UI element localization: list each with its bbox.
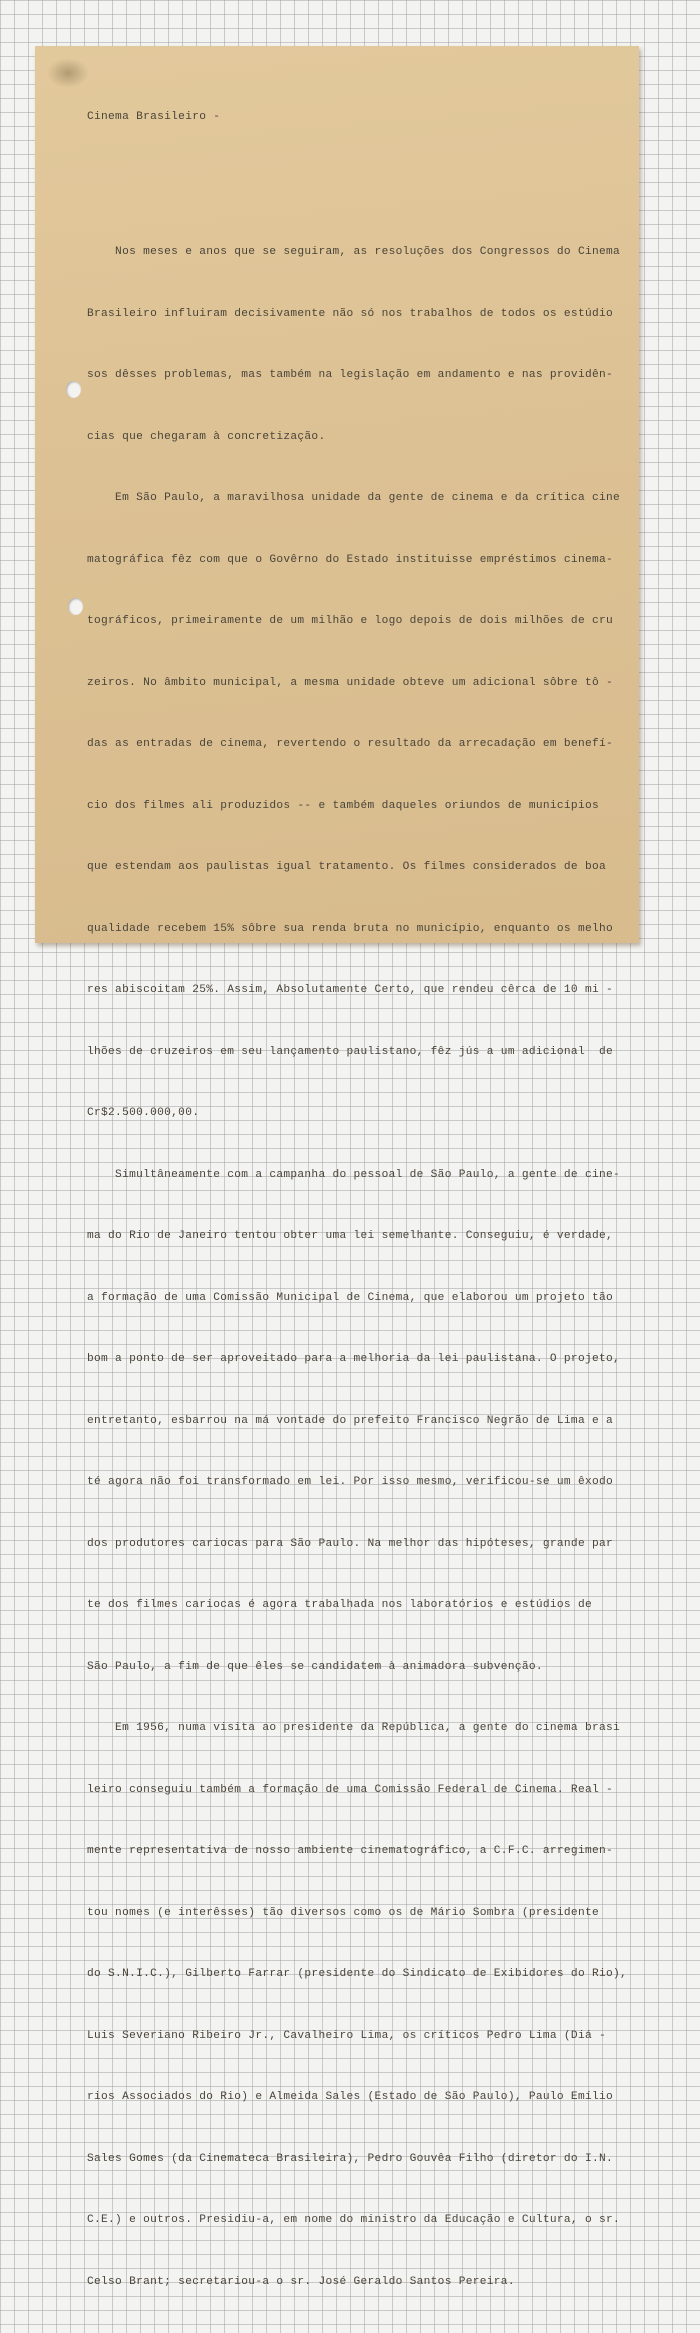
typewritten-page [35, 46, 639, 2288]
text-line: dos produtores cariocas para São Paulo. Na melhor das hipóteses, grande par [87, 1537, 614, 1550]
text-line: lhões de cruzeiros em seu lançamento paulistano, fêz jús a um adicional de [87, 1045, 614, 1058]
text-line: a formação de uma Comissão Municipal de Cinema, que elaborou um projeto tão [87, 1291, 614, 1304]
text-line: res abiscoitam 25%. Assim, Absolutamente Certo, que rendeu cêrca de 10 mi - [87, 984, 614, 996]
document-heading: Cinema Brasileiro - [87, 111, 221, 123]
paper-stain [47, 58, 89, 88]
text-line: Luis Severiano Ribeiro Jr., Cavalheiro Lima, os críticos Pedro Lima (Diá - [87, 2029, 607, 2042]
text-line: leiro conseguiu também a formação de uma Comissão Federal de Cinema. Real - [87, 1783, 614, 1796]
text-line: Cr$2.500.000,00. [87, 1107, 200, 1119]
text-line: ma do Rio de Janeiro tentou obter uma lei semelhante. Conseguiu, é verdade, [87, 1230, 614, 1242]
text-line: bom a ponto de ser aproveitado para a melhoria da lei paulistana. O projeto, [87, 1353, 621, 1365]
punch-hole [66, 381, 81, 398]
typed-text [87, 66, 639, 2333]
text-line: cio dos filmes ali produzidos -- e também daqueles oriundos de municípios [87, 799, 599, 812]
text-line: C.E.) e outros. Presidiu-a, em nome do ministro da Educação e Cultura, o sr. [87, 2214, 621, 2226]
text-line: te dos filmes cariocas é agora trabalhada nos laboratórios e estúdios de [87, 1599, 592, 1611]
text-line: Brasileiro influiram decisivamente não só nos trabalhos de todos os estúdio [87, 307, 614, 320]
text-line: Sales Gomes (da Cinemateca Brasileira), Pedro Gouvêa Filho (diretor do I.N. [87, 2152, 614, 2165]
text-line: té agora não foi transformado em lei. Por isso mesmo, verificou-se um êxodo [87, 1476, 614, 1488]
text-line: mente representativa de nosso ambiente cinematográfico, a C.F.C. arregimen- [87, 1845, 614, 1857]
text-line: Simultâneamente com a campanha do pessoal de São Paulo, a gente de cine- [87, 1168, 621, 1181]
text-line: Celso Brant; secretariou-a o sr. José Geraldo Santos Pereira. [87, 2275, 515, 2288]
text-line: matográfica fêz com que o Govêrno do Estado instituisse empréstimos cinema- [87, 553, 614, 566]
text-line: rios Associados do Rio) e Almeida Sales (Estado de São Paulo), Paulo Emílio [87, 2091, 614, 2103]
text-line: qualidade recebem 15% sôbre sua renda bruta no município, enquanto os melho [87, 922, 614, 935]
punch-hole [68, 598, 83, 615]
text-line: que estendam aos paulistas igual tratamento. Os filmes considerados de boa [87, 861, 607, 873]
text-line: tográficos, primeiramente de um milhão e logo depois de dois milhões de cru [87, 615, 614, 627]
text-line: cias que chegaram à concretização. [87, 430, 326, 443]
text-line: entretanto, esbarrou na má vontade do prefeito Francisco Negrão de Lima e a [87, 1414, 614, 1427]
text-line: zeiros. No âmbito municipal, a mesma unidade obteve um adicional sôbre tô - [87, 676, 614, 689]
text-line: do S.N.I.C.), Gilberto Farrar (presidente do Sindicato de Exibidores do Rio), [87, 1968, 628, 1980]
text-line: Em São Paulo, a maravilhosa unidade da gente de cinema e da crítica cine [87, 492, 621, 504]
text-line: das as entradas de cinema, revertendo o resultado da arrecadação em benefí- [87, 738, 614, 750]
text-line: São Paulo, a fim de que êles se candidatem à animadora subvenção. [87, 1660, 543, 1673]
spacer [87, 169, 639, 181]
text-line: Nos meses e anos que se seguiram, as resoluções dos Congressos do Cinema [87, 246, 621, 258]
text-line: sos dêsses problemas, mas também na legislação em andamento e nas providên- [87, 369, 614, 381]
text-line: tou nomes (e interêsses) tão diversos como os de Mário Sombra (presidente [87, 1906, 599, 1919]
text-line: Em 1956, numa visita ao presidente da República, a gente do cinema brasi [87, 1722, 621, 1734]
